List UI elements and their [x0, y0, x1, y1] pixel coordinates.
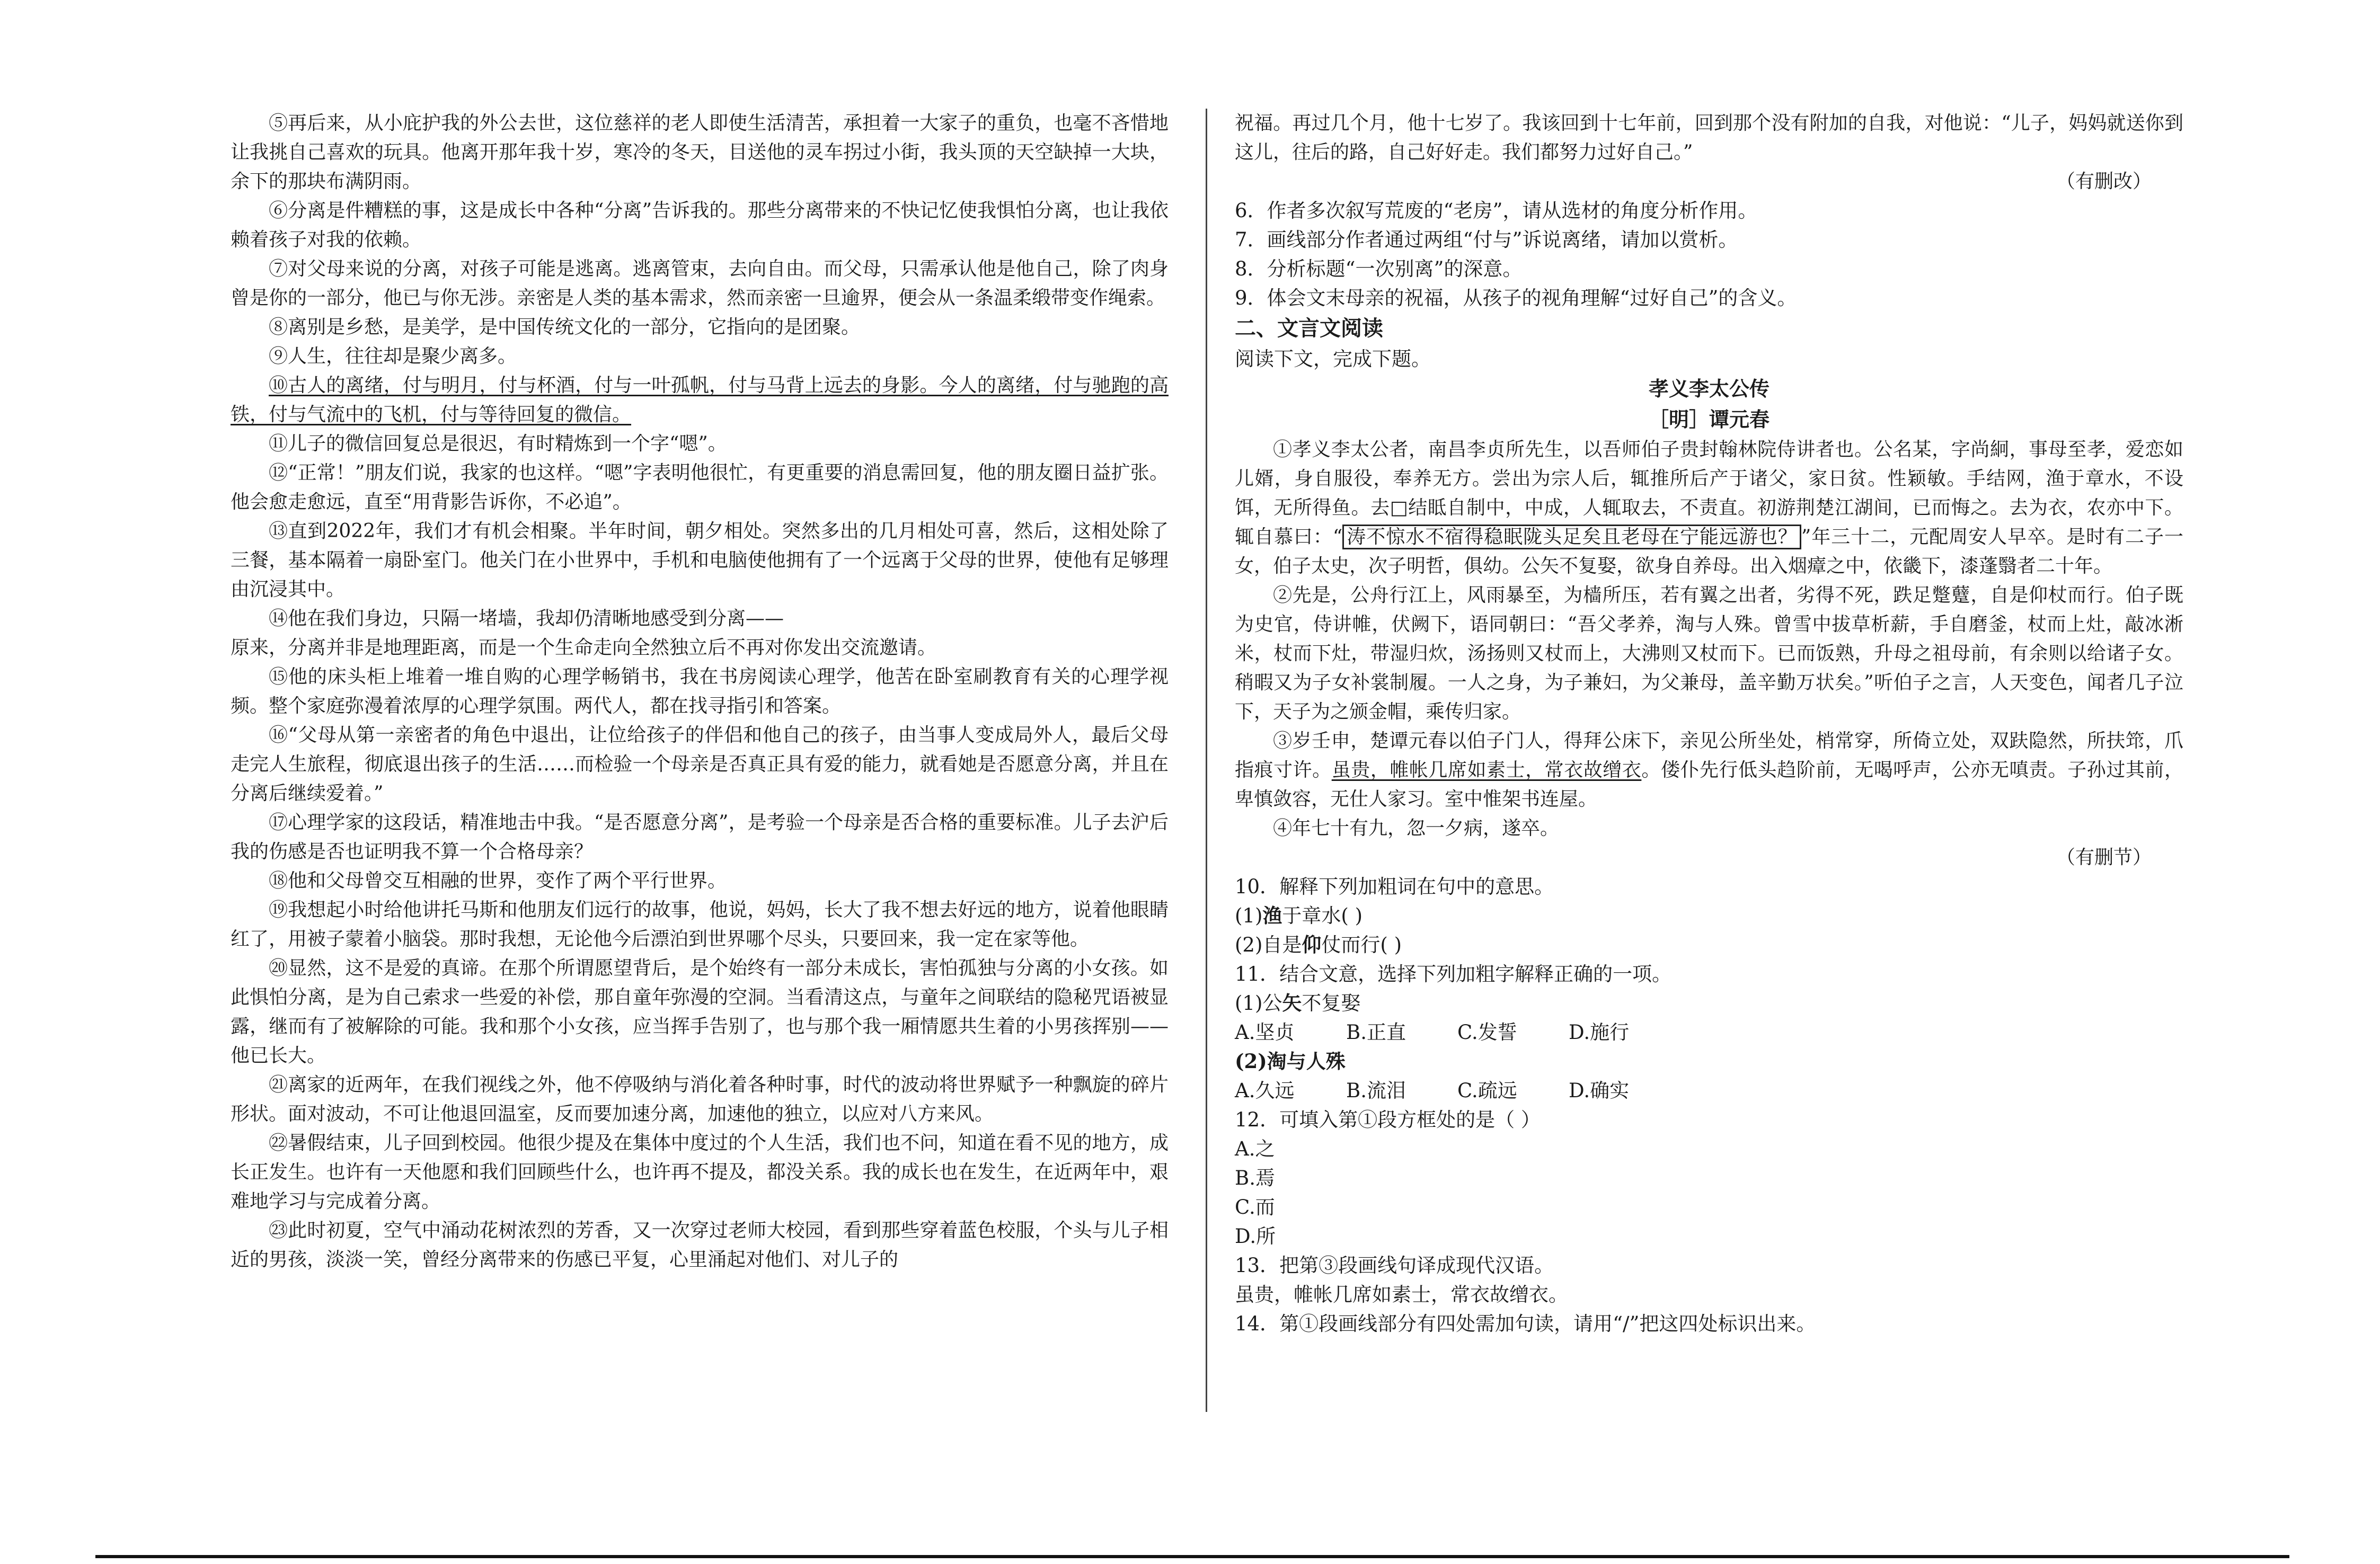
option-b[interactable]: B.正直 [1346, 1021, 1406, 1044]
paragraph-14b: 原来，分离并非是地理距离，而是一个生命走向全然独立后不再对你发出交流邀请。 [231, 637, 937, 659]
article-title: 孝义李太公传 [1648, 377, 1769, 401]
paragraph-16: ⑯“父母从第一亲密者的角色中退出，让位给孩子的伴侣和他自己的孩子，由当事人变成局外人，最后父母走完人生旅程，彻底退出孩子的生活……而检验一个母亲是否真正具有爱的能力，就看她是否愿意分离，并且在分离后继续爱着。” [231, 724, 1169, 804]
paragraph-8: ⑧离别是乡愁，是美学，是中国传统文化的一部分，它指向的是团聚。 [269, 316, 861, 338]
left-column [231, 109, 1169, 1274]
question-7: 7．画线部分作者通过两组“付与”诉说离绪，请加以赏析。 [1235, 228, 1738, 251]
classical-paragraph-1 [1235, 435, 2183, 581]
paragraph-11: ⑪儿子的微信回复总是很迟，有时精炼到一个字“嗯”。 [269, 433, 727, 455]
q11-1-prefix: (1)公 [1235, 992, 1282, 1015]
q11-2-rest: 与人殊 [1286, 1050, 1346, 1073]
paragraph-5: ⑤再后来，从小庇护我的外公去世，这位慈祥的老人即使生活清苦，承担着一大家子的重负，也毫不吝惜地让我挑自己喜欢的玩具。他离开那年我十岁，寒冷的冬天，目送他的灵车拐过小街，我头顶的天空缺掉一大块，余下的那块布满阴雨。 [231, 112, 1169, 192]
paragraph-23: ㉓此时初夏，空气中涌动花树浓烈的芳香，又一次穿过老师大校园，看到那些穿着蓝色校服，个头与儿子相近的男孩，淡淡一笑，曾经分离带来的伤感已平复，心里涌起对他们、对儿子的 [231, 1220, 1169, 1270]
option-c[interactable]: C.疏远 [1457, 1079, 1517, 1102]
question-11-2-options [1235, 1076, 2183, 1105]
classical-paragraph-4: ④年七十有九，忽一夕病，遂卒。 [1273, 817, 1560, 839]
option-a[interactable]: A.坚贞 [1235, 1021, 1295, 1044]
fill-box-passage: 涛不惊水不宿得稳眠陇头足矣且老母在宁能远游也？ [1342, 525, 1801, 549]
paragraph-9: ⑨人生，往往却是聚少离多。 [269, 345, 517, 367]
option-c[interactable]: C.发誓 [1457, 1021, 1517, 1044]
q11-2-prefix: (2) [1235, 1050, 1267, 1073]
question-6: 6．作者多次叙写荒废的“老房”，请从选材的角度分析作用。 [1235, 199, 1758, 222]
question-11: 11．结合文意，选择下列加粗字解释正确的一项。 [1235, 963, 1672, 985]
q10-2-bold-word: 仰 [1302, 933, 1322, 956]
question-11-1-options [1235, 1018, 2183, 1047]
q10-1-rest: 于章水( ) [1282, 904, 1363, 927]
source-note-2: （有删节） [2056, 847, 2152, 868]
question-11-2 [1235, 1047, 2183, 1076]
option-b[interactable]: B.流泪 [1346, 1079, 1406, 1102]
section-2-title: 二、文言文阅读 [1235, 316, 1383, 341]
classical-paragraph-2: ②先是，公舟行江上，风雨暴至，为樯所压，若有翼之出者，劣得不死，跌足蹩躠，自是仰杖而行。伯子既为史官，侍讲帷，伏阙下，语同朝曰：“吾父孝养，淘与人殊。曾雪中拔草析薪，手自磨釜，杖而上灶，敲冰淅米，杖而下灶，带湿归炊，汤扬则又杖而上，大沸则又杖而下。已而饭熟，升母之祖母前，有余则以给诸子女。稍暇又为子女补裳制履。一人之身，为子兼妇，为父兼母，盖辛勤万状矣。”听伯子之言，人天变色，闻者几子泣下，天子为之颁金帽，乘传归家。 [1235, 584, 2183, 723]
option-d[interactable]: D.施行 [1569, 1021, 1630, 1044]
q10-2-prefix: (2)自是 [1235, 934, 1302, 956]
question-8: 8．分析标题“一次别离”的深意。 [1235, 257, 1523, 280]
article-author: ［明］谭元春 [1648, 407, 1769, 431]
question-12: 12．可填入第①段方框处的是（ ） [1235, 1108, 1541, 1131]
classical-p3-text-end: 。偻仆先行低头趋阶前，无喝呼声，公亦无嗔责。子孙过其前，卑慎敛容，无仕人家习。室中惟架书连屋。 [1235, 759, 2183, 810]
classical-p3-text: ③岁壬申，楚谭元春以伯子门人，得拜公床下，亲见公所坐处，梢常穿，所倚立处，双趺隐然，所扶筇，爪指痕寸许。 [1235, 730, 2183, 781]
question-9: 9．体会文末母亲的祝福，从孩子的视角理解“过好自己”的含义。 [1235, 287, 1797, 309]
paragraph-13: ⑬直到2022年，我们才有机会相聚。半年时间，朝夕相处。突然多出的几月相处可喜，然后，这相处除了三餐，基本隔着一扇卧室门。他关门在小世界中，手机和电脑使他拥有了一个远离于父母的世界，使他有足够理由沉浸其中。 [231, 520, 1169, 600]
classical-paragraph-3 [1235, 726, 2183, 814]
paragraph-18: ⑱他和父母曾交互相融的世界，变作了两个平行世界。 [269, 870, 727, 892]
paragraph-7: ⑦对父母来说的分离，对孩子可能是逃离。逃离管束，去向自由。而父母，只需承认他是他自己，除了肉身曾是你的一部分，他已与你无涉。亲密是人类的基本需求，然而亲密一旦逾界，便会从一条温柔缎带变作绳索。 [231, 258, 1169, 309]
option-d[interactable]: D.确实 [1569, 1079, 1630, 1102]
q11-1-rest: 不复娶 [1302, 992, 1361, 1015]
question-10-1 [1235, 901, 2183, 930]
paragraph-10-underlined: ⑩古人的离绪，付与明月，付与杯酒，付与一叶孤帆，付与马背上远去的身影。今人的离绪，付与驰跑的高铁，付与气流中的飞机，付与等待回复的微信。 [231, 375, 1169, 425]
right-column [1235, 109, 2183, 1338]
paragraph-6: ⑥分离是件糟糕的事，这是成长中各种“分离”告诉我的。那些分离带来的不快记忆使我惧怕分离，也让我依赖着孩子对我的依赖。 [231, 200, 1169, 251]
classical-p1-text: ①孝义李太公者，南昌李贞所先生，以吾师伯子贵封翰林院侍讲者也。公名某，字尚絅，事母至孝，爱恋如儿婿，身自服役，奉养无方。尝出为宗人后，辄推所后产于诸父，家日贫。性颖敏。手结网，渔于章水，不设饵，无所得鱼。去□结眡自制中，中成，人辄取去，不责直。初游荆楚江湖间，已而悔之。去为衣，农亦中下。辄自慕曰：“ [1235, 439, 2183, 548]
q11-2-bold-word: 淘 [1267, 1050, 1287, 1073]
q10-1-prefix: (1) [1235, 904, 1263, 927]
classical-p1-text-end: ”年三十二，元配周安人早卒。是时有二子一女，伯子太史，次子明哲，俱幼。公矢不复娶，欲身自养母。出入烟瘴之中，依畿下，漆蓬翳者二十年。 [1235, 526, 2183, 577]
q12-option-c[interactable]: C.而 [1235, 1196, 1275, 1219]
paragraph-12: ⑫“正常！”朋友们说，我家的也这样。“嗯”字表明他很忙，有更重要的消息需回复，他的朋友圈日益扩张。他会愈走愈远，直至“用背影告诉你，不必追”。 [231, 462, 1169, 513]
source-note-1: （有删改） [2056, 171, 2152, 192]
question-14: 14．第①段画线部分有四处需加句读，请用“/”把这四处标识出来。 [1235, 1312, 1816, 1335]
question-10: 10．解释下列加粗词在句中的意思。 [1235, 875, 1554, 898]
q10-1-bold-word: 渔 [1262, 904, 1282, 927]
paragraph-20: ⑳显然，这不是爱的真谛。在那个所谓愿望背后，是个始终有一部分未成长，害怕孤独与分离的小女孩。如此惧怕分离，是为自己索求一些爱的补偿，那自童年弥漫的空洞。当看清这点，与童年之间联结的隐秘咒语被显露，继而有了被解除的可能。我和那个小女孩，应当挥手告别了，也与那个我一厢情愿共生着的小男孩挥别——他已长大。 [231, 957, 1169, 1067]
question-13-sentence: 虽贵，帷帐几席如素士，常衣故缯衣。 [1235, 1283, 1568, 1306]
question-11-1 [1235, 989, 2183, 1018]
paragraph-17: ⑰心理学家的这段话，精准地击中我。“是否愿意分离”，是考验一个母亲是否合格的重要标准。儿子去沪后我的伤感是否也证明我不算一个合格母亲？ [231, 812, 1169, 863]
question-10-2 [1235, 930, 2183, 959]
question-13: 13．把第③段画线句译成现代汉语。 [1235, 1254, 1554, 1277]
paragraph-19: ⑲我想起小时给他讲托马斯和他朋友们远行的故事，他说，妈妈，长大了我不想去好远的地方，说着他眼睛红了，用被子蒙着小脑袋。那时我想，无论他今后漂泊到世界哪个尽头，只要回来，我一定在家等他。 [231, 899, 1169, 950]
q11-1-bold-word: 矢 [1282, 991, 1302, 1015]
q10-2-rest: 仗而行( ) [1321, 934, 1402, 956]
section-intro: 阅读下文，完成下题。 [1235, 348, 1431, 370]
option-a[interactable]: A.久远 [1235, 1079, 1295, 1102]
paragraph-14a: ⑭他在我们身边，只隔一堵墙，我却仍清晰地感受到分离—— [269, 608, 784, 629]
paragraph-23-continued: 祝福。再过几个月，他十七岁了。我该回到十七年前，回到那个没有附加的自我，对他说：“儿子，妈妈就送你到这儿，往后的路，自己好好走。我们都努力过好自己。” [1235, 112, 2183, 163]
paragraph-22: ㉒暑假结束，儿子回到校园。他很少提及在集体中度过的个人生活，我们也不问，知道在看不见的地方，成长正发生。也许有一天他愿和我们回顾些什么，也许再不提及，都没关系。我的成长也在发生，在近两年中，艰难地学习与完成着分离。 [231, 1132, 1169, 1212]
q12-option-d[interactable]: D.所 [1235, 1225, 1276, 1248]
q12-option-b[interactable]: B.焉 [1235, 1167, 1275, 1189]
paragraph-15: ⑮他的床头柜上堆着一堆自购的心理学畅销书，我在书房阅读心理学，他苦在卧室刷教育有关的心理学视频。整个家庭弥漫着浓厚的心理学氛围。两代人，都在找寻指引和答案。 [231, 666, 1169, 717]
underlined-sentence: 虽贵，帷帐几席如素士，常衣故缯衣 [1331, 759, 1642, 781]
column-divider [1206, 109, 1207, 1412]
q12-option-a[interactable]: A.之 [1235, 1138, 1275, 1160]
paragraph-21: ㉑离家的近两年，在我们视线之外，他不停吸纳与消化着各种时事，时代的波动将世界赋予一种飘旋的碎片形状。面对波动，不可让他退回温室，反而要加速分离，加速他的独立，以应对八方来风。 [231, 1074, 1169, 1125]
bottom-rule [95, 1555, 2289, 1558]
